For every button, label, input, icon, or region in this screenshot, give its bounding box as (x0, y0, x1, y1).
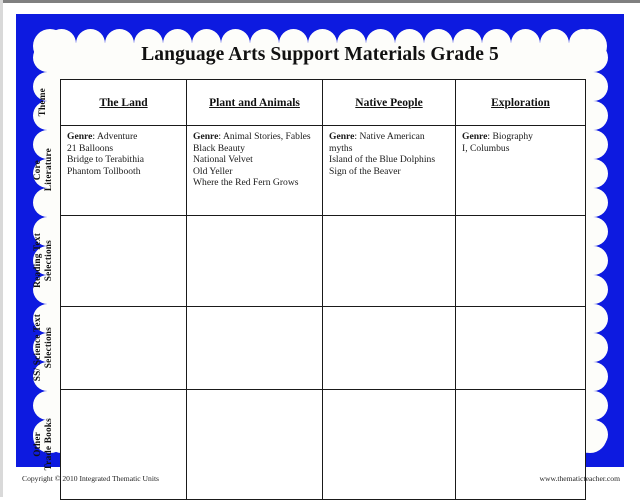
genre-value: : Native American (354, 131, 425, 142)
book-title: I, Columbus (462, 142, 510, 154)
page-left-rule (0, 0, 3, 497)
column-header-3 (323, 80, 456, 126)
row-label-text: Selections (43, 239, 54, 282)
row-label-text: Theme (38, 87, 48, 117)
table-cell[interactable] (323, 390, 456, 500)
book-title: Island of the Blue Dolphins (329, 154, 436, 166)
row-label-text: SS/ Science Text (32, 313, 43, 382)
genre-label: Genre (462, 131, 488, 142)
row-label-text: Other (32, 431, 43, 457)
table-cell[interactable] (61, 390, 187, 500)
planning-table (60, 79, 586, 500)
book-title: Where the Red Fern Grows (193, 177, 299, 189)
table-cell[interactable] (323, 216, 456, 307)
book-title: 21 Balloons (67, 142, 114, 154)
table-cell[interactable] (456, 390, 586, 500)
table-cell[interactable] (187, 216, 323, 307)
genre-label: Genre (67, 131, 93, 142)
genre-line (67, 131, 180, 143)
genre-line (462, 131, 579, 143)
book-title: National Velvet (193, 154, 253, 166)
genre-label: Genre (193, 131, 219, 142)
table-row (61, 126, 586, 216)
table-cell[interactable] (456, 126, 586, 216)
table-cell[interactable] (323, 307, 456, 390)
footer-copyright: Copyright © 2010 Integrated Thematic Units (22, 474, 160, 483)
genre-value: : Adventure (92, 131, 138, 142)
table-cell[interactable] (456, 307, 586, 390)
book-title: Black Beauty (193, 142, 245, 154)
book-title: Old Yeller (193, 165, 233, 177)
column-header-label: Exploration (491, 96, 550, 109)
column-header-label: Native People (355, 96, 423, 109)
page-title: Language Arts Support Materials Grade 5 (141, 44, 499, 65)
row-label-text: Core (32, 159, 43, 181)
table-cell[interactable] (61, 307, 187, 390)
column-header-4 (456, 80, 586, 126)
table-cell[interactable] (187, 126, 323, 216)
book-title: Bridge to Terabithia (67, 154, 144, 166)
page-top-rule (0, 0, 640, 3)
table-row (61, 307, 586, 390)
book-title: myths (329, 142, 353, 154)
table-cell[interactable] (456, 216, 586, 307)
table-cell[interactable] (187, 307, 323, 390)
column-header-label: Plant and Animals (209, 96, 300, 109)
row-label-text: Trade Books (43, 417, 54, 471)
table-cell[interactable] (323, 126, 456, 216)
book-title: Sign of the Beaver (329, 165, 401, 177)
book-title: Phantom Tollbooth (67, 165, 141, 177)
column-header-1 (61, 80, 187, 126)
footer-website[interactable]: www.thematicteacher.com (539, 474, 620, 483)
genre-line (193, 131, 316, 143)
table-cell[interactable] (61, 216, 187, 307)
row-label-text: Selections (43, 326, 54, 369)
genre-value: : Biography (487, 131, 533, 142)
table-cell[interactable] (187, 390, 323, 500)
genre-value: : Animal Stories, Fables (218, 131, 311, 142)
table-cell[interactable] (61, 126, 187, 216)
row-label-text: Literature (43, 148, 54, 192)
column-header-label: The Land (99, 96, 148, 109)
genre-label: Genre (329, 131, 355, 142)
table-header-row (61, 80, 586, 126)
genre-line (329, 131, 449, 143)
table-row (61, 216, 586, 307)
table-row (61, 390, 586, 500)
column-header-2 (187, 80, 323, 126)
row-label-text: Reading Text (32, 233, 43, 288)
